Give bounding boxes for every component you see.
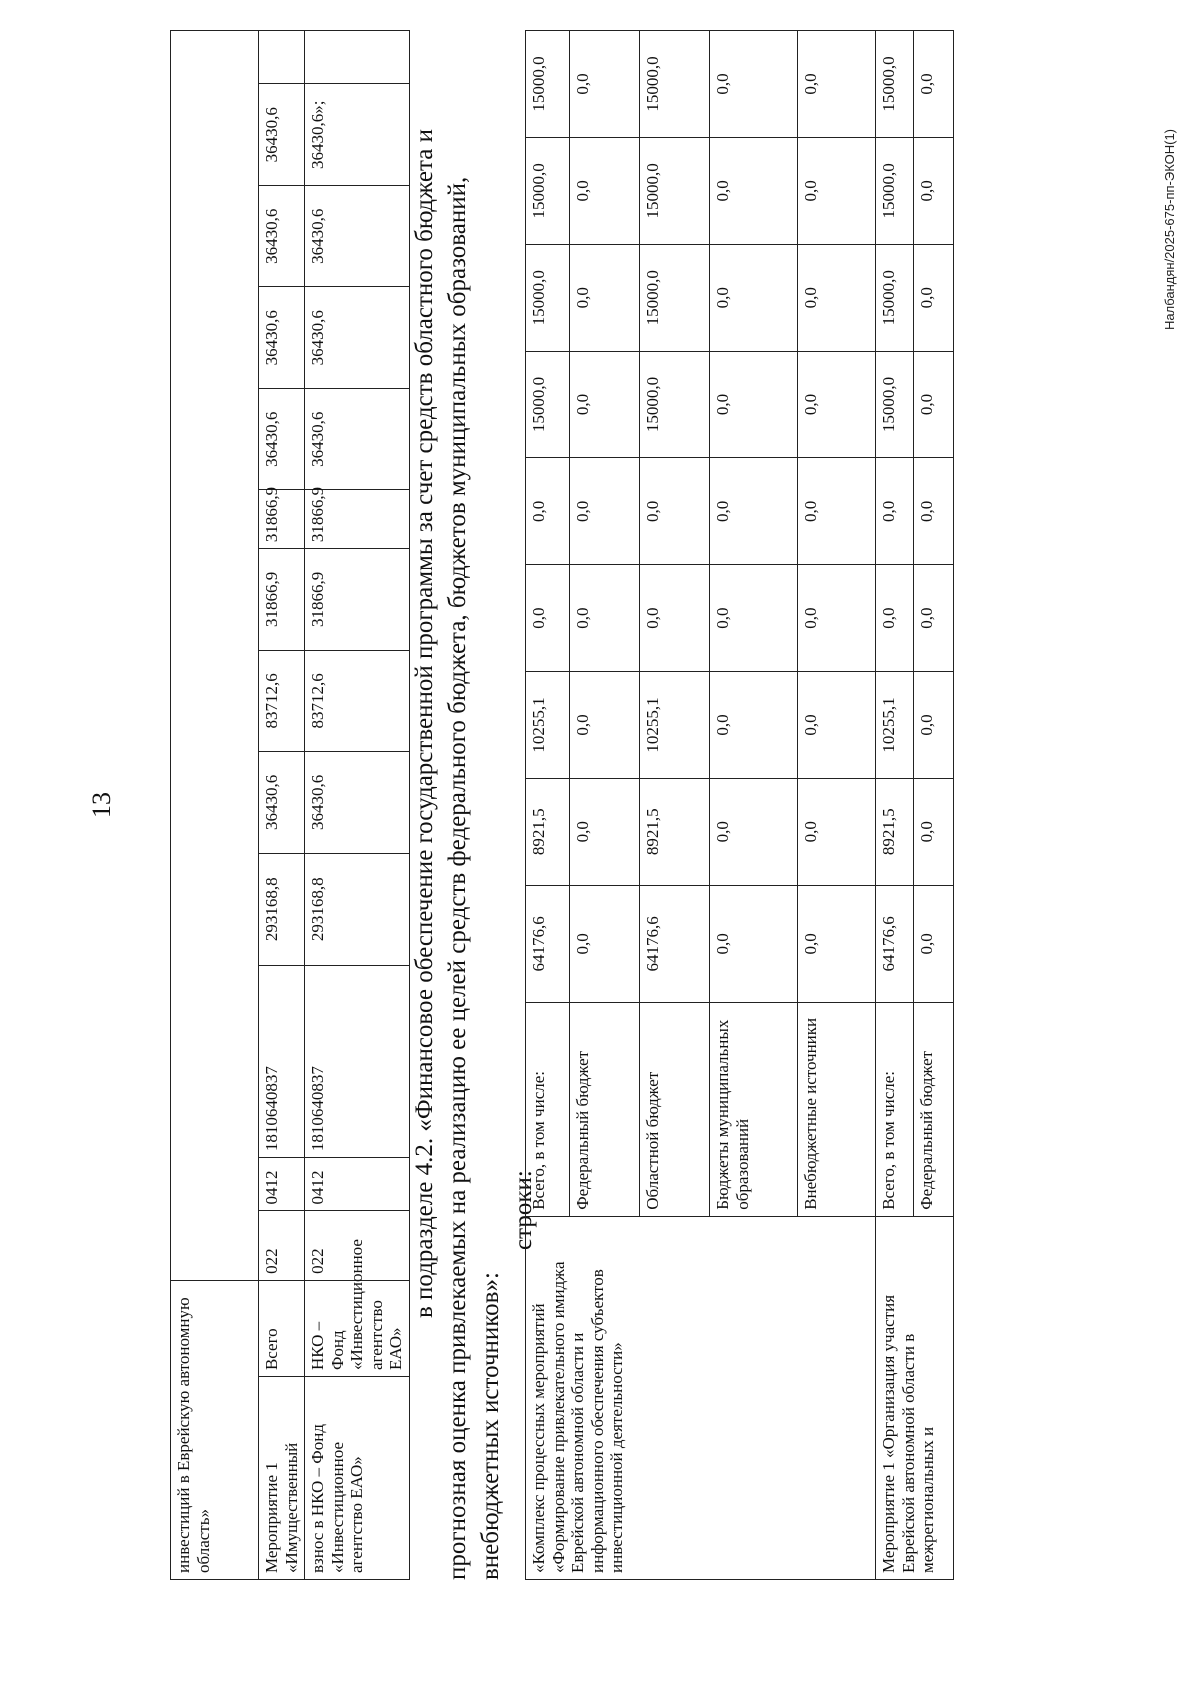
amendment-text [408,30,540,1580]
top-cell-value: 83712,6 [259,650,305,751]
top-cell-value: 36430,6 [305,287,410,388]
value-cell: 64176,6 [526,885,570,1003]
value-cell: 0,0 [798,672,876,779]
value-cell: 0,0 [710,885,798,1003]
value-cell: 15000,0 [876,137,914,244]
top-cell-value: 36430,6 [259,752,305,853]
source-label: Федеральный бюджет [914,1003,954,1217]
top-cell-value: 31866,9 [259,549,305,650]
source-label: Бюджеты муниципальных образований [710,1003,798,1217]
value-cell: 0,0 [526,458,570,565]
value-cell: 0,0 [526,565,570,672]
top-cell-source: Всего [259,1280,305,1376]
value-cell: 0,0 [710,351,798,458]
top-cell-desc: взнос в НКО – Фонд «Инвестиционное агентство ЕАО» [305,1377,410,1580]
value-cell: 0,0 [914,778,954,885]
top-cell-value: 36430,6 [305,185,410,286]
table-row [171,31,259,1580]
source-label: Внебюджетные источники [798,1003,876,1217]
value-cell: 0,0 [570,137,640,244]
value-cell: 15000,0 [526,31,570,138]
value-cell: 0,0 [640,458,710,565]
table-bottom [525,30,954,1580]
top-cell-code: 022 [305,1211,410,1280]
group-label: «Комплекс процессных мероприятий «Формирование привлекательного имиджа Еврейской автономной области и информационного обеспечения субъектов инвестиционной деятельности» [526,1216,876,1579]
value-cell: 0,0 [798,31,876,138]
value-cell: 0,0 [876,458,914,565]
value-cell: 0,0 [570,458,640,565]
value-cell: 64176,6 [876,885,914,1003]
value-cell: 15000,0 [640,244,710,351]
value-cell: 0,0 [798,351,876,458]
top-cell-value: 36430,6»; [305,84,410,185]
top-cell-source: НКО – Фонд «Инвестиционное агентство ЕАО» [305,1280,410,1376]
top-cell-empty [171,31,259,1281]
value-cell: 0,0 [798,458,876,565]
table-row [259,31,305,1580]
rows-label: строки: [510,1170,537,1250]
value-cell: 0,0 [876,565,914,672]
value-cell: 0,0 [710,31,798,138]
rotated-content [170,30,1170,1580]
value-cell: 0,0 [570,672,640,779]
value-cell: 15000,0 [640,137,710,244]
top-cell-value: 36430,6 [305,388,410,489]
top-cell-desc: инвестиций в Еврейскую автономную область» [171,1280,259,1579]
value-cell: 0,0 [710,137,798,244]
value-cell: 0,0 [914,672,954,779]
source-label: Всего, в том числе: [526,1003,570,1217]
value-cell: 15000,0 [876,244,914,351]
value-cell: 0,0 [570,244,640,351]
value-cell: 0,0 [570,778,640,885]
document-code: Налбандян/2025-675-пп-ЭКОН(1) [1162,128,1177,330]
table-row [526,31,570,1580]
top-cell-value: 36430,6 [259,84,305,185]
value-cell: 0,0 [710,778,798,885]
top-cell-code: 0412 [259,1158,305,1211]
value-cell: 10255,1 [526,672,570,779]
value-cell: 0,0 [798,137,876,244]
value-cell: 15000,0 [526,137,570,244]
value-cell: 0,0 [914,244,954,351]
group-label: Мероприятие 1 «Организация участия Еврейской автономной области в межрегиональных и [876,1216,954,1579]
top-cell-value: 36430,6 [305,752,410,853]
table-row [876,31,914,1580]
value-cell: 0,0 [798,778,876,885]
top-cell-value: 293168,8 [305,853,410,965]
top-cell-value: 83712,6 [305,650,410,751]
value-cell: 0,0 [710,672,798,779]
value-cell: 0,0 [570,31,640,138]
top-cell-code: 1810640837 [259,965,305,1157]
value-cell: 0,0 [914,565,954,672]
value-cell: 15000,0 [526,244,570,351]
top-cell-value: 293168,8 [259,853,305,965]
value-cell: 8921,5 [640,778,710,885]
page-number: 13 [87,792,116,818]
value-cell: 0,0 [570,351,640,458]
value-cell: 0,0 [710,565,798,672]
value-cell: 0,0 [914,31,954,138]
top-cell-value: 31866,9 [259,490,305,549]
top-cell-value: 36430,6 [259,388,305,489]
table-row [305,31,410,1580]
value-cell: 0,0 [710,244,798,351]
top-cell-code: 022 [259,1211,305,1280]
value-cell: 15000,0 [876,351,914,458]
value-cell: 0,0 [570,565,640,672]
value-cell: 0,0 [914,885,954,1003]
amendment-paragraph: в подразделе 4.2. «Финансовое обеспечение государственной программы за счет средств областного бюджета и прогнозная оценка привлекаемых на реализацию ее целей средств федерального бюджета, бюджетов муниципальных образований, внебюджетных источников»: [411,129,504,1580]
value-cell: 0,0 [914,137,954,244]
top-cell-empty [305,31,410,84]
source-label: Всего, в том числе: [876,1003,914,1217]
value-cell: 15000,0 [640,351,710,458]
top-cell-value: 36430,6 [259,287,305,388]
value-cell: 0,0 [570,885,640,1003]
value-cell: 8921,5 [526,778,570,885]
value-cell: 15000,0 [876,31,914,138]
source-label: Федеральный бюджет [570,1003,640,1217]
top-cell-desc: Мероприятие 1 «Имущественный [259,1377,305,1580]
table-top [170,30,410,1580]
value-cell: 0,0 [798,885,876,1003]
top-cell-value: 36430,6 [259,185,305,286]
value-cell: 15000,0 [640,31,710,138]
top-cell-value: 31866,9 [305,490,410,549]
top-cell-code: 0412 [305,1158,410,1211]
value-cell: 15000,0 [526,351,570,458]
value-cell: 8921,5 [876,778,914,885]
value-cell: 10255,1 [640,672,710,779]
value-cell: 0,0 [798,565,876,672]
top-cell-empty [259,31,305,84]
value-cell: 0,0 [798,244,876,351]
top-cell-code: 1810640837 [305,965,410,1157]
top-cell-value: 31866,9 [305,549,410,650]
value-cell: 64176,6 [640,885,710,1003]
value-cell: 0,0 [710,458,798,565]
source-label: Областной бюджет [640,1003,710,1217]
value-cell: 0,0 [640,565,710,672]
value-cell: 0,0 [914,458,954,565]
value-cell: 10255,1 [876,672,914,779]
value-cell: 0,0 [914,351,954,458]
